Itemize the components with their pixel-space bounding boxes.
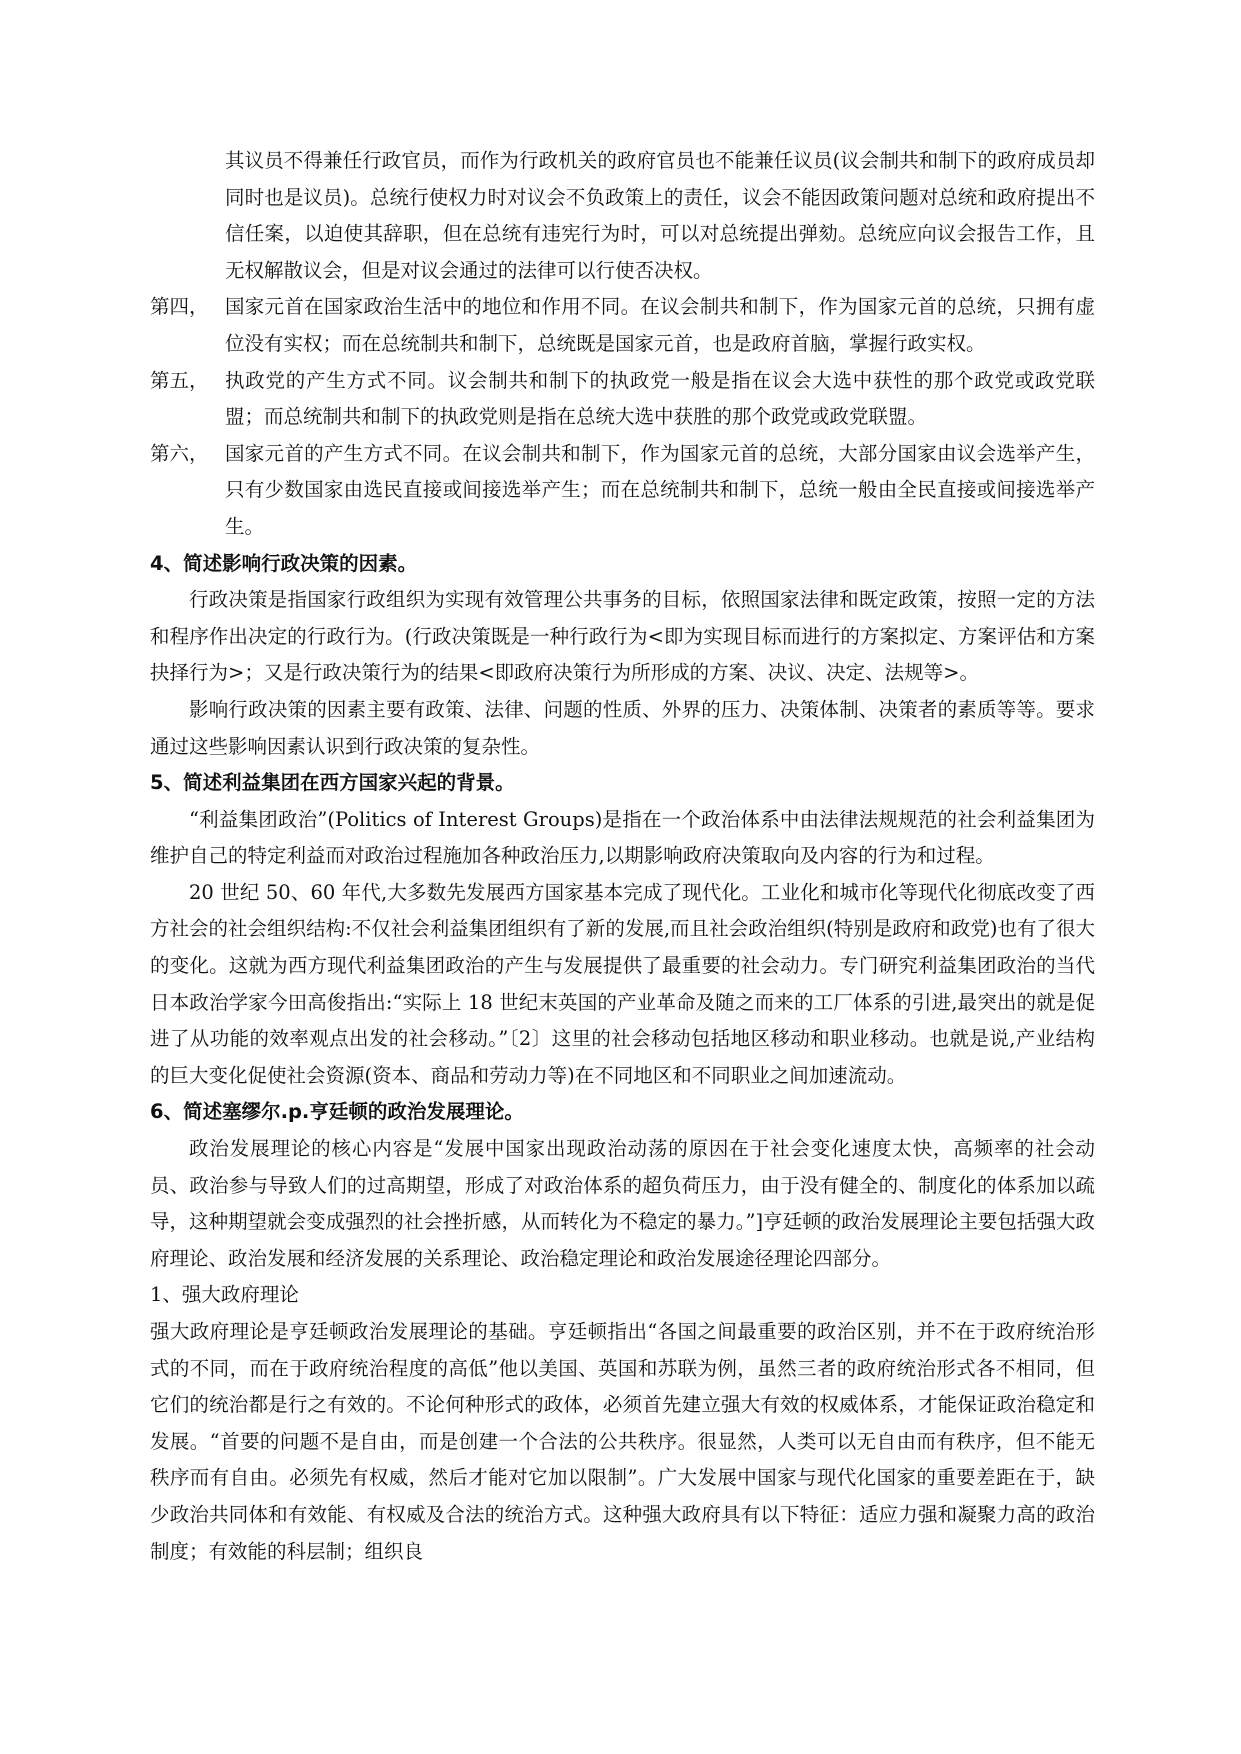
section-4-paragraph-1: 行政决策是指国家行政组织为实现有效管理公共事务的目标，依照国家法律和既定政策，按照一定的方法和程序作出决定的行政行为。(行政决策既是一种行政行为<即为实现目标而进行的方案拟定、方案评估和方案抉择行为>；又是行政决策行为的结果<即政府决策行为所形成的方案、决议、决定、法规等>。 (150, 588, 1095, 685)
section-6-paragraph-1: 政治发展理论的核心内容是“发展中国家出现政治动荡的原因在于社会变化速度太快，高频率的社会动员、政治参与导致人们的过高期望，形成了对政治体系的超负荷压力，由于没有健全的、制度化的体系加以疏导，这种期望就会变成强烈的社会挫折感，从而转化为不稳定的暴力。”]亨廷顿的政治发展理论主要包括强大政府理论、政治发展和经济发展的关系理论、政治稳定理论和政治发展途径理论四部分。 (150, 1137, 1095, 1270)
section-5-heading: 5、简述利益集团在西方国家兴起的背景。 (150, 771, 515, 795)
list-item-4 (150, 289, 1095, 362)
list-text: 执政党的产生方式不同。议会制共和制下的执政党一般是指在议会大选中获性的那个政党或政党联盟；而总统制共和制下的执政党则是指在总统大选中获胜的那个政党或政党联盟。 (225, 368, 1095, 429)
section-6-paragraph-2: 强大政府理论是亨廷顿政治发展理论的基础。亨廷顿指出“各国之间最重要的政治区别，并不在于政府统治形式的不同，而在于政府统治程度的高低”他以美国、英国和苏联为例，虽然三者的政府统治形式各不相同，但它们的统治都是行之有效的。不论何种形式的政体，必须首先建立强大有效的权威体系，才能保证政治稳定和发展。“首要的问题不是自由，而是创建一个合法的公共秩序。很显然，人类可以无自由而有秩序，但不能无秩序而有自由。必须先有权威，然后才能对它加以限制”。广大发展中国家与现代化国家的重要差距在于，缺少政治共同体和有效能、有权威及合法的统治方式。这种强大政府具有以下特征：适应力强和凝聚力高的政治制度；有效能的科层制；组织良 (150, 1320, 1095, 1563)
section-4-heading: 4、简述影响行政决策的因素。 (150, 551, 418, 575)
section-5-paragraph-2: 20 世纪 50、60 年代,大多数先发展西方国家基本完成了现代化。工业化和城市化等现代化彻底改变了西方社会的社会组织结构:不仅社会利益集团组织有了新的发展,而且社会政治组织(特别是政府和政党)也有了很大的变化。这就为西方现代利益集团政治的产生与发展提供了最重要的社会动力。专门研究利益集团政治的当代日本政治学家今田高俊指出:“实际上 18 世纪末英国的产业革命及随之而来的工厂体系的引进,最突出的就是促进了从功能的效率观点出发的社会移动。”〔2〕这里的社会移动包括地区移动和职业移动。也就是说,产业结构的巨大变化促使社会资源(资本、商品和劳动力等)在不同地区和不同职业之间加速流动。 (150, 880, 1095, 1087)
document-page (150, 143, 1095, 1570)
list-text: 国家元首的产生方式不同。在议会制共和制下，作为国家元首的总统，大部分国家由议会选举产生，只有少数国家由选民直接或间接选举产生；而在总统制共和制下，总统一般由全民直接或间接选举产生。 (225, 441, 1095, 538)
section-5-paragraph-1: “利益集团政治”(Politics of Interest Groups)是指在一个政治体系中由法律法规规范的社会利益集团为维护自己的特定利益而对政治过程施加各种政治压力,以期影响政府决策取向及内容的行为和过程。 (150, 807, 1095, 868)
section-6-subheading: 1、强大政府理论 (150, 1283, 299, 1307)
section-6-heading: 6、简述塞缪尔.p.亨廷顿的政治发展理论。 (150, 1100, 524, 1124)
list-label: 第六， (150, 441, 209, 465)
continuation-paragraph: 其议员不得兼任行政官员，而作为行政机关的政府官员也不能兼任议员(议会制共和制下的政府成员却同时也是议员)。总统行使权力时对议会不负政策上的责任，议会不能因政策问题对总统和政府提出不信任案，以迫使其辞职，但在总统有违宪行为时，可以对总统提出弹劾。总统应向议会报告工作，且无权解散议会，但是对议会通过的法律可以行使否决权。 (225, 149, 1095, 282)
list-label: 第五， (150, 368, 209, 392)
list-item-6 (150, 436, 1095, 546)
list-label: 第四， (150, 295, 209, 319)
list-item-5 (150, 363, 1095, 436)
section-4-paragraph-2: 影响行政决策的因素主要有政策、法律、问题的性质、外界的压力、决策体制、决策者的素质等等。要求通过这些影响因素认识到行政决策的复杂性。 (150, 697, 1095, 758)
list-text: 国家元首在国家政治生活中的地位和作用不同。在议会制共和制下，作为国家元首的总统，只拥有虚位没有实权；而在总统制共和制下，总统既是国家元首，也是政府首脑，掌握行政实权。 (225, 295, 1095, 355)
